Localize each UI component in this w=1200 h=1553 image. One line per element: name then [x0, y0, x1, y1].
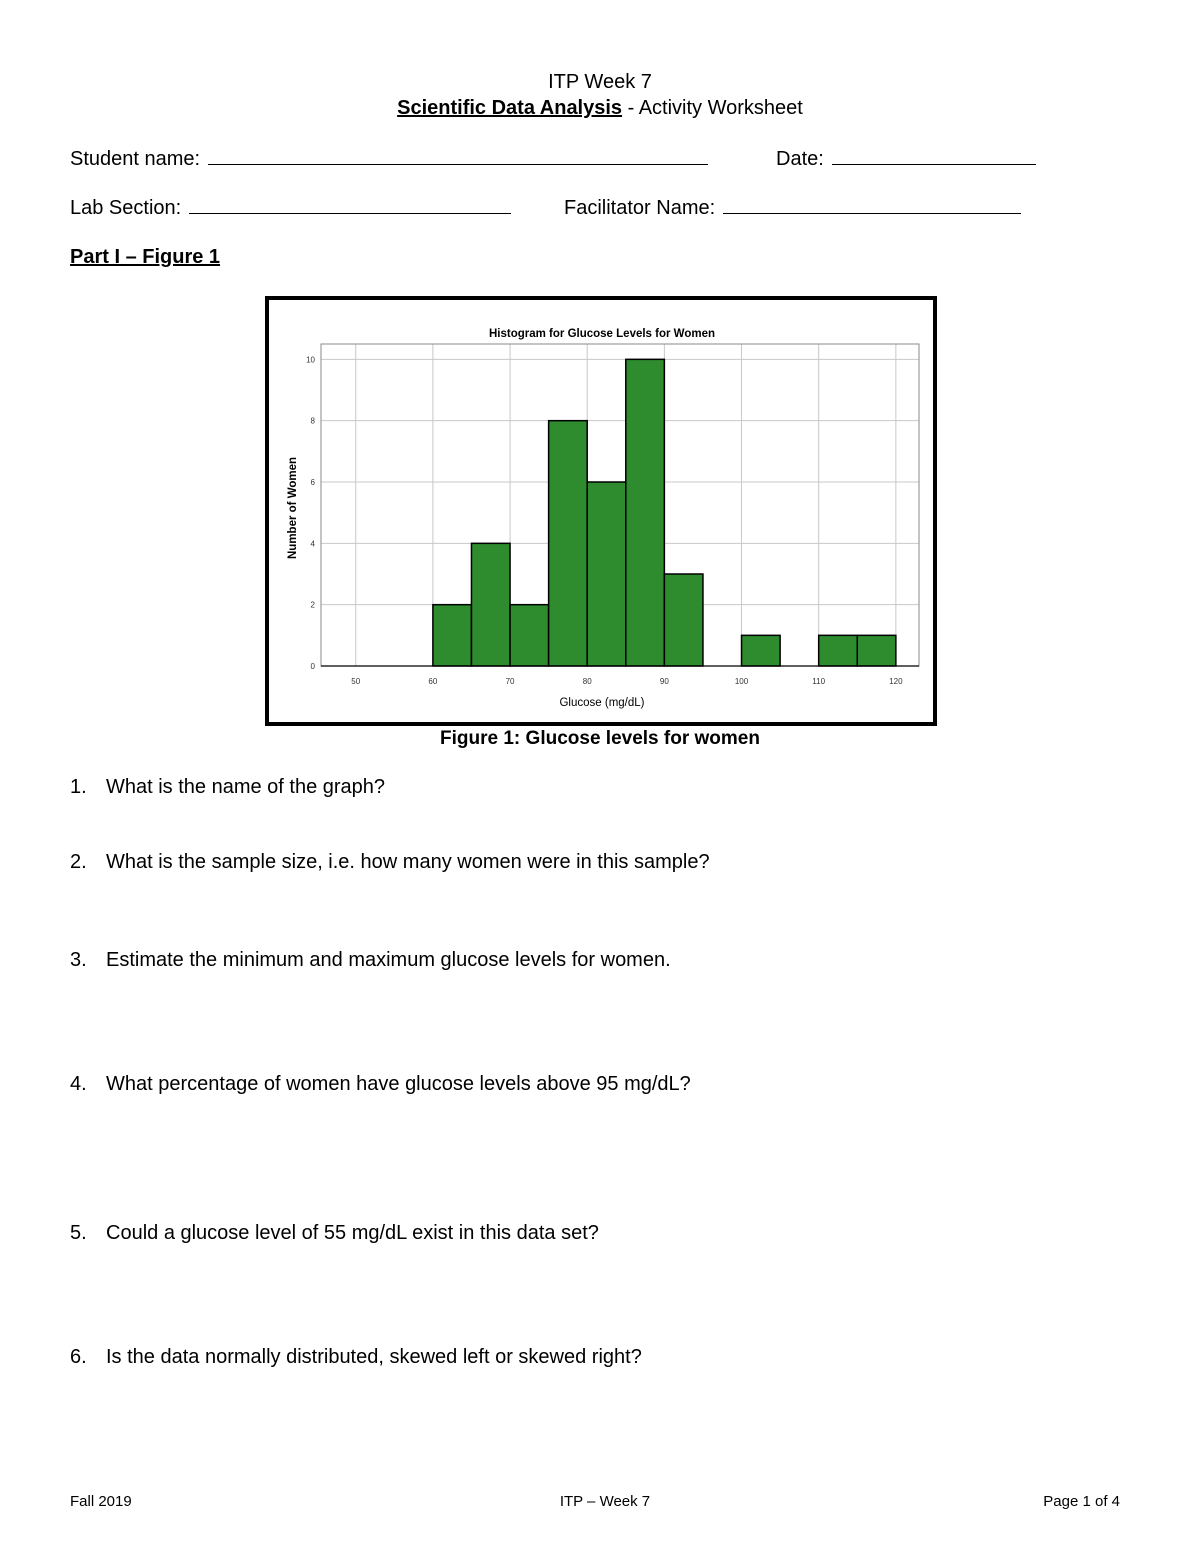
- x-tick-label: 100: [734, 677, 749, 686]
- footer-right: Page 1 of 4: [1043, 1493, 1120, 1510]
- question-number: 6.: [70, 1346, 87, 1368]
- question-text: What is the name of the graph?: [106, 776, 386, 798]
- x-tick-label: 60: [428, 677, 438, 686]
- facilitator-blank[interactable]: [723, 195, 1021, 214]
- question-4: [70, 1072, 691, 1096]
- x-tick-label: 80: [582, 677, 592, 686]
- facilitator-field[interactable]: [564, 195, 1021, 220]
- question-text: Is the data normally distributed, skewed left or skewed right?: [106, 1346, 642, 1368]
- histogram-bar: [510, 605, 549, 666]
- question-1: [70, 775, 385, 799]
- facilitator-label: Facilitator Name:: [564, 197, 716, 219]
- student-name-blank[interactable]: [208, 146, 708, 165]
- histogram-chart: [269, 300, 933, 722]
- student-name-label: Student name:: [70, 148, 201, 170]
- question-number: 1.: [70, 776, 87, 798]
- question-number: 2.: [70, 851, 87, 873]
- worksheet-subtitle: [0, 96, 1200, 120]
- histogram-bar: [664, 574, 703, 666]
- question-2: [70, 850, 710, 874]
- footer-left: Fall 2019: [70, 1493, 132, 1510]
- worksheet-title: ITP Week 7: [548, 71, 652, 93]
- histogram-bar: [819, 635, 858, 666]
- y-tick-label: 6: [310, 478, 315, 487]
- student-name-field[interactable]: [70, 146, 708, 171]
- question-6: [70, 1345, 642, 1369]
- x-tick-label: 120: [889, 677, 903, 686]
- footer-center: ITP – Week 7: [559, 1493, 651, 1510]
- figure-caption: Figure 1: Glucose levels for women: [440, 728, 760, 749]
- date-blank[interactable]: [832, 146, 1036, 165]
- histogram-bar: [433, 605, 472, 666]
- subtitle-bold: Scientific Data Analysis: [397, 97, 623, 119]
- part-heading: Part I – Figure 1: [70, 246, 221, 268]
- question-number: 4.: [70, 1073, 87, 1095]
- chart-title: Histogram for Glucose Levels for Women: [488, 328, 716, 340]
- histogram-bar: [742, 635, 781, 666]
- histogram-bar: [857, 635, 896, 666]
- x-tick-label: 90: [659, 677, 669, 686]
- y-tick-label: 2: [310, 600, 315, 610]
- y-tick-label: 8: [310, 416, 315, 426]
- x-tick-label: 70: [505, 677, 515, 686]
- histogram-bar: [471, 543, 510, 666]
- date-label: Date:: [776, 148, 824, 170]
- date-field[interactable]: [776, 146, 1036, 171]
- x-axis-label: Glucose (mg/dL): [559, 697, 645, 709]
- question-5: [70, 1221, 599, 1245]
- lab-section-field[interactable]: [70, 195, 511, 220]
- question-text: Estimate the minimum and maximum glucose levels for women.: [106, 949, 671, 971]
- histogram-bar: [549, 421, 588, 666]
- histogram-bar: [587, 482, 626, 666]
- question-3: [70, 948, 671, 972]
- y-axis-label: Number of Women: [287, 456, 299, 560]
- figure-frame: [265, 296, 937, 726]
- histogram-bar: [626, 359, 665, 666]
- question-number: 5.: [70, 1222, 87, 1244]
- y-tick-label: 0: [310, 662, 315, 671]
- lab-section-label: Lab Section:: [70, 197, 182, 219]
- y-tick-label: 10: [306, 355, 315, 365]
- lab-section-blank[interactable]: [189, 195, 511, 214]
- question-number: 3.: [70, 949, 87, 971]
- question-text: Could a glucose level of 55 mg/dL exist in this data set?: [106, 1222, 599, 1244]
- subtitle-rest: - Activity Worksheet: [622, 97, 803, 119]
- question-text: What is the sample size, i.e. how many women were in this sample?: [106, 851, 710, 873]
- y-tick-label: 4: [310, 539, 315, 549]
- x-tick-label: 110: [812, 677, 826, 686]
- question-text: What percentage of women have glucose levels above 95 mg/dL?: [106, 1073, 691, 1095]
- x-tick-label: 50: [351, 677, 361, 686]
